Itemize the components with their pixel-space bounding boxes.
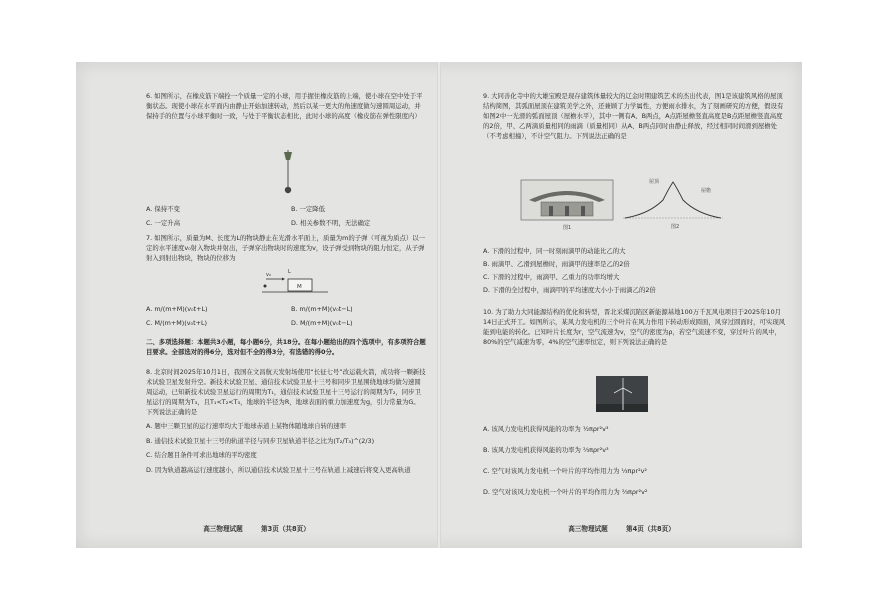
hand-icon: [284, 152, 292, 160]
footer-title: 高三物理试题: [203, 525, 243, 533]
question-7-options: [146, 302, 426, 329]
question-10: [483, 308, 788, 348]
question-6-stem: 6. 如图所示，在橡皮筋下端拴一个质量一定的小球，用手握住橡皮筋的上端，使小球在空中处于平衡状态。现使小球在水平面内由静止开始加速转动，然后以某一更大的角速度做匀速圆周运动，并保持手的位置与小球平衡时一致，与处于平衡状态相比，此时小球的高度（橡皮筋在弹性限度内）: [146, 92, 423, 120]
section-2-header: [146, 338, 426, 358]
wind-turbine-photo: [596, 376, 648, 412]
q10-option-a[interactable]: A. 该风力发电机获得风能的功率为 ½πρr²v³: [483, 425, 609, 433]
page-3: [76, 62, 437, 548]
page-3-footer: [76, 524, 437, 534]
figure-2-caption: 图2: [671, 224, 680, 230]
question-7-stem: 7. 如图所示，质量为M、长度为L的物块静止在光滑水平面上，质量为m的子弹（可视为质点）以一定的水平速度v₀射入物块并射出，子弹穿出物块时的速度为v，设子弹受到物块的阻力恒定，从子弹射入到射出物块，物块的位移为: [146, 234, 426, 262]
question-6: [146, 92, 426, 122]
figure-1-caption: 图1: [563, 225, 572, 231]
ridge-label: 屋顶: [649, 179, 660, 185]
q8-option-d[interactable]: D. 因为轨道越高运行速度越小，所以通信技术试验卫星十三号在轨道上减速后将变入更高轨道: [146, 466, 411, 475]
q7-option-d[interactable]: D. M/(m+M)(v₀t−L): [291, 318, 353, 327]
mass-label: M: [297, 284, 302, 290]
question-8-stem: 8. 北京时间2025年10月1日，我国在文昌航天发射场使用“长征七号”改运载火箭，成功将一颗新技术试验卫星发射升空。新技术试验卫星、通信技术试验卫星十三号和同步卫星围绕地球均做匀速圆周运动，已知新技术试验卫星运行的周期为T₁，通信技术试验卫星十三号运行的周期为T₂，同步卫星运行的周期为T₃，且T₁<T₂<T₃，地球的半径为R，地球表面的重力加速度为g，引力常量为G。下列说法正确的是: [146, 368, 426, 416]
exam-sheet: [76, 62, 802, 548]
length-label: L: [288, 269, 291, 275]
q9-option-b[interactable]: B. 雨滴甲、乙滑到屋檐时，雨滴甲的速率是乙的2倍: [483, 259, 630, 268]
q7-option-c[interactable]: C. M/(m+M)(v₀t+L): [146, 318, 208, 327]
question-9-options: [483, 244, 788, 296]
question-7-figure: [262, 267, 330, 297]
q10-option-d[interactable]: D. 空气对该风力发电机一个叶片的平均作用力为 ⅔πρr²v²: [483, 487, 648, 496]
question-8: [146, 368, 426, 476]
q6-option-d[interactable]: D. 相关参数不明，无法确定: [291, 218, 371, 227]
ball-icon: [285, 187, 291, 193]
q7-option-a[interactable]: A. m/(m+M)(v₀t+L): [146, 305, 208, 313]
bullet-icon: [264, 285, 267, 288]
v0-label: v₀: [266, 272, 271, 278]
q8-option-b[interactable]: B. 通信技术试验卫星十三号的轨道半径与同步卫星轨道半径之比为(T₂/T₃)^(2/3): [146, 436, 375, 445]
q8-option-c[interactable]: C. 结合题目条件可求出地球的平均密度: [146, 451, 257, 460]
q9-option-a[interactable]: A. 下滑的过程中，同一时刻雨滴甲的动能比乙的大: [483, 247, 626, 255]
page-4: [441, 62, 802, 548]
question-9: [483, 92, 788, 142]
figure-2-curve: [619, 174, 729, 232]
question-9-stem: 9. 大同善化寺中的大雄宝殿是现存建筑体量较大的辽金时期建筑艺术的杰出代表，图1是该建筑风格的屋顶结构简图，其弧面屋顶在建筑美学之外，还兼顾了力学属性，方便雨水排水，为了刻画研究的方便，假设有如图2中一光滑的弧面屋顶（屋檐水平），其中一侧有A、B两点，A点距屋檐竖直高度是B点距屋檐竖直高度的2倍，甲、乙两滴质量相同的雨滴（质量相同）从A、B两点同时由静止释放，经过相同时间滑到屋檐处（不考虑相撞），不计空气阻力。下列说法正确的是: [483, 92, 784, 140]
question-10-stem: 10. 为了助力大同能源结构的优化和转型，晋北采煤沉陷区新能源基地100万千瓦风电项目于2025年10月14日正式开工。如图所示，某风力发电机的三个叶片在风力作用下转动形成圆面，风穿过圆面时，可实现风能到电能的转化。已知叶片长度为r，空气流速为v，空气的密度为ρ，若空气流速不变，穿过叶片的风中，80%的空气减速为零，4%的空气速率恒定，则下列说法正确的是: [483, 308, 786, 346]
eave-label: 屋檐: [701, 188, 712, 194]
q6-option-b[interactable]: B. 一定降低: [291, 205, 326, 213]
q6-option-a[interactable]: A. 保持不变: [146, 205, 180, 213]
q10-option-c[interactable]: C. 空气对该风力发电机一个叶片的平均作用力为 ⅓πρr²v²: [483, 466, 647, 475]
footer-page-number: 第4页（共8页）: [626, 525, 675, 533]
q7-option-b[interactable]: B. m/(m+M)(v₀t−L): [291, 305, 353, 313]
figure-1-temple: [519, 176, 615, 232]
q9-option-d[interactable]: D. 下滑的全过程中，雨滴甲的平均速度大小小于雨滴乙的2倍: [483, 285, 656, 294]
question-6-figure: [276, 148, 300, 196]
q8-option-a[interactable]: A. 题中三颗卫星的运行速率均大于地球赤道上某物体随地球自转的速率: [146, 421, 347, 430]
question-6-options: [146, 202, 426, 229]
q6-option-c[interactable]: C. 一定升高: [146, 218, 181, 227]
q9-option-c[interactable]: C. 下滑的过程中，雨滴甲、乙重力的功率均增大: [483, 272, 620, 281]
q10-option-b[interactable]: B. 该风力发电机获得风能的功率为 ⅔πρr²v³: [483, 445, 609, 454]
section-2-text: 二、多项选择题：本题共3小题，每小题6分，共18分。在每小题给出的四个选项中，有多项符合题目要求。全部选对的得6分，选对但不全的得3分，有选错的得0分。: [146, 338, 426, 356]
footer-title: 高三物理试题: [568, 525, 608, 533]
footer-page-number: 第3页（共8页）: [261, 525, 310, 533]
page-4-footer: [441, 524, 802, 534]
question-10-options: [483, 422, 788, 498]
question-7: [146, 234, 426, 264]
